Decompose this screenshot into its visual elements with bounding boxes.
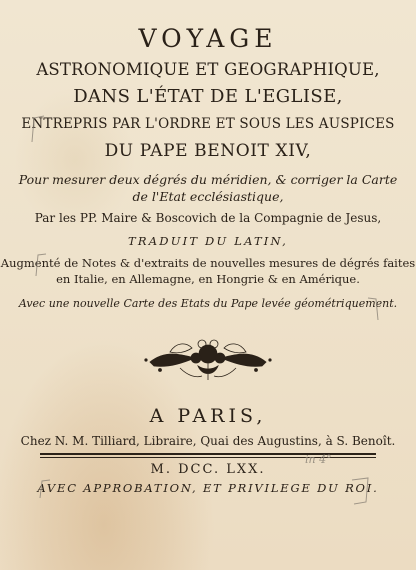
map-note-line: Avec une nouvelle Carte des Etats du Pape levée géométriquement. (18, 297, 398, 310)
floral-vignette-icon (140, 332, 276, 382)
imprint-city: A PARIS, (149, 405, 267, 427)
subtitle-line-4: DU PAPE BENOIT XIV, (104, 141, 312, 161)
pencil-bracket-mark (30, 114, 46, 144)
augmented-line-2: en Italie, en Allemagne, en Hongrie & en Amérique. (56, 272, 360, 286)
imprint-publisher: Chez N. M. Tilliard, Libraire, Quai des Augustins, à S. Benoît. (20, 434, 396, 448)
purpose-line-1: Pour mesurer deux dégrés du méridien, & corriger la Carte (18, 172, 398, 187)
pencil-bracket-mark (366, 296, 380, 322)
subtitle-line-3: ENTREPRIS PAR L'ORDRE ET SOUS LES AUSPICES (21, 116, 395, 132)
imprint-year: M. DCC. LXX. (150, 462, 266, 477)
subtitle-line-1: ASTRONOMIQUE ET GEOGRAPHIQUE, (36, 60, 380, 79)
subtitle-line-2: DANS L'ÉTAT DE L'EGLISE, (73, 86, 343, 107)
purpose-line-2: de l'Etat ecclésiastique, (132, 189, 284, 204)
pencil-bracket-mark (38, 478, 52, 500)
imprint-privilege: AVEC APPROBATION, ET PRIVILEGE DU ROI. (37, 481, 379, 495)
authors-line: Par les PP. Maire & Boscovich de la Compagnie de Jesus, (34, 211, 382, 225)
handwritten-note: in 4° (305, 453, 332, 466)
pencil-bracket-mark (34, 252, 48, 278)
translated-line: TRADUIT DU LATIN, (128, 234, 288, 248)
augmented-line-1: Augmenté de Notes & d'extraits de nouvelles mesures de dégrés faites (0, 256, 416, 270)
pencil-bracket-mark (350, 476, 372, 506)
book-title: VOYAGE (138, 24, 278, 53)
